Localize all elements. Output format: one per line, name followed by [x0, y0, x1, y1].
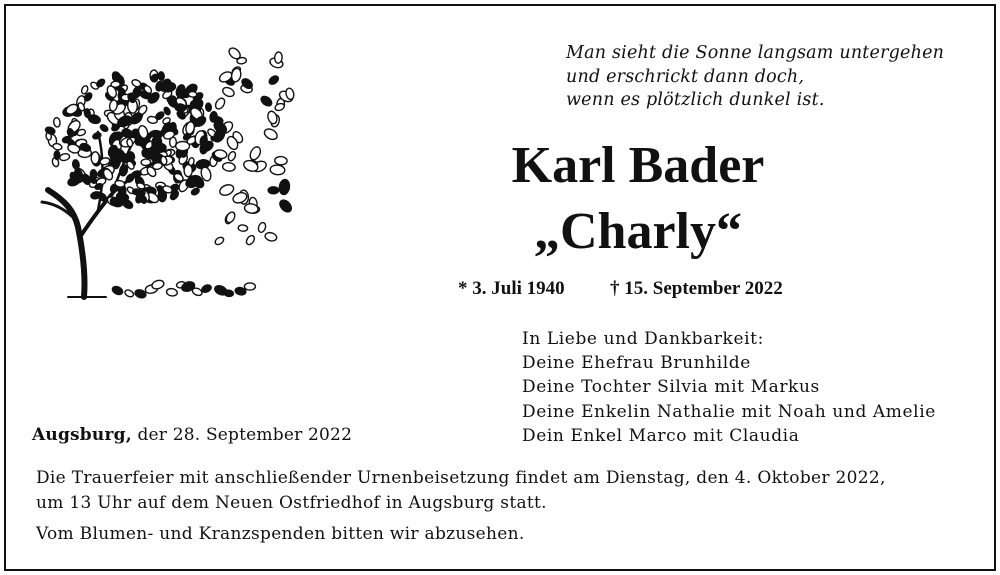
- deceased-name: Karl Bader: [511, 137, 765, 194]
- place-and-date: [32, 425, 352, 445]
- deceased-nickname: „Charly“: [534, 203, 742, 260]
- mourner-line: Deine Tochter Silvia mit Markus: [522, 377, 820, 398]
- mourners-heading: In Liebe und Dankbarkeit:: [522, 329, 764, 349]
- place-date: der 28. September 2022: [137, 425, 353, 445]
- notice-line: um 13 Uhr auf dem Neuen Ostfriedhof in Augsburg statt.: [36, 492, 547, 513]
- mourner-line: Deine Enkelin Nathalie mit Noah und Amelie: [522, 401, 936, 422]
- flowers-request: Vom Blumen- und Kranzspenden bitten wir abzusehen.: [36, 524, 525, 544]
- death-date: † 15. September 2022: [610, 278, 783, 299]
- birth-date: * 3. Juli 1940: [458, 278, 565, 299]
- mourners-list: [522, 327, 936, 448]
- poem-quote: [566, 42, 944, 113]
- windblown-tree-icon: [28, 32, 298, 304]
- notice-line: Die Trauerfeier mit anschließender Urnenbeisetzung findet am Dienstag, den 4. Oktober 2022,: [36, 468, 886, 488]
- place-city: Augsburg,: [32, 425, 132, 445]
- quote-line: Man sieht die Sonne langsam untergehen: [566, 43, 945, 63]
- mourner-line: Dein Enkel Marco mit Claudia: [522, 425, 800, 446]
- mourner-line: Deine Ehefrau Brunhilde: [522, 353, 751, 374]
- quote-line: wenn es plötzlich dunkel ist.: [566, 90, 825, 110]
- funeral-notice: [36, 466, 886, 515]
- quote-line: und erschrickt dann doch,: [566, 66, 805, 87]
